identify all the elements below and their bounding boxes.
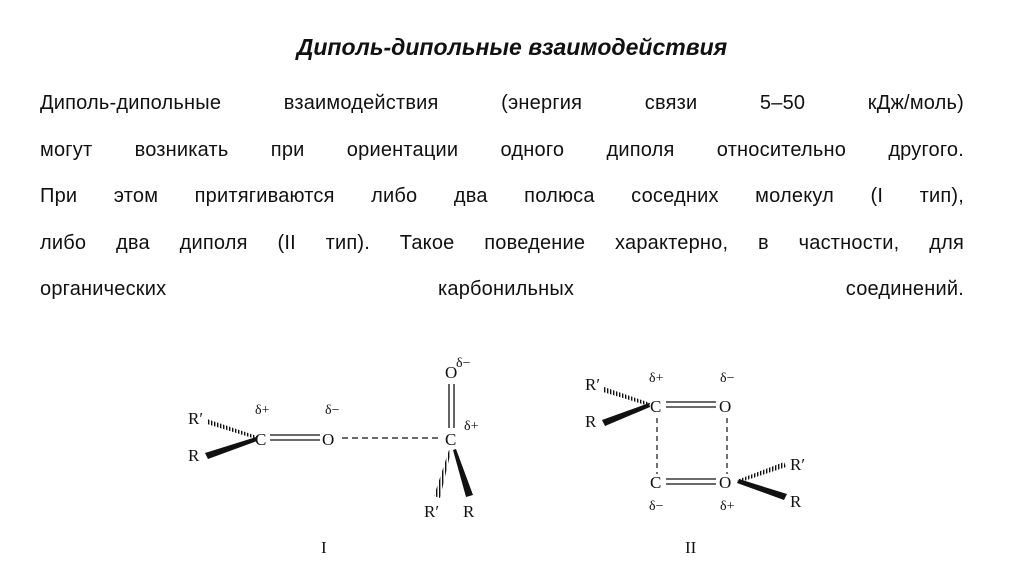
solid-wedge-bond — [205, 437, 257, 459]
partial-charge-label: δ− — [456, 356, 471, 371]
type-II-diagram — [585, 371, 805, 557]
substituent-label: R′ — [585, 375, 601, 394]
substituent-label: R′ — [790, 455, 806, 474]
dipole-diagram-svg — [160, 340, 840, 576]
paragraph-line: органических карбонильных соединений. — [40, 278, 964, 300]
paragraph-line: Диполь-дипольные взаимодействия (энергия связи 5–50 кДж/моль) — [40, 92, 964, 114]
substituent-label: R′ — [424, 502, 440, 521]
solid-wedge-bond — [737, 479, 787, 500]
diagram-caption: I — [321, 538, 327, 557]
partial-charge-label: δ− — [720, 371, 735, 386]
paragraph-line: могут возникать при ориентации одного диполя относительно другого. — [40, 138, 964, 161]
atom-label: C — [650, 473, 662, 492]
atom-label: C — [650, 397, 662, 416]
partial-charge-label: δ+ — [720, 499, 735, 514]
hashed-wedge-bond — [737, 462, 786, 483]
dipole-figure — [160, 340, 840, 576]
solid-wedge-bond — [602, 403, 650, 426]
partial-charge-label: δ− — [325, 403, 340, 418]
substituent-label: R — [790, 492, 802, 511]
body-paragraph — [40, 80, 964, 313]
substituent-label: R — [188, 446, 200, 465]
atom-label: C — [445, 430, 457, 449]
paragraph-line: При этом притягиваются либо два полюса соседних молекул (I тип), — [40, 185, 964, 207]
partial-charge-label: δ+ — [649, 371, 664, 386]
atom-label: O — [322, 430, 335, 449]
hashed-wedge-bond — [603, 387, 650, 406]
atom-label: O — [445, 363, 458, 382]
solid-wedge-bond — [453, 449, 473, 497]
partial-charge-label: δ+ — [464, 419, 479, 434]
type-I-diagram — [188, 356, 479, 557]
hashed-wedge-bond — [207, 419, 257, 439]
substituent-label: R′ — [188, 409, 204, 428]
atom-label: O — [719, 473, 732, 492]
substituent-label: R — [463, 502, 475, 521]
diagram-caption: II — [685, 538, 697, 557]
substituent-label: R — [585, 412, 597, 431]
page-title: Диполь-дипольные взаимодействия — [296, 34, 728, 60]
hashed-wedge-bond — [434, 450, 451, 498]
partial-charge-label: δ+ — [255, 403, 270, 418]
partial-charge-label: δ− — [649, 499, 664, 514]
atom-label: C — [255, 430, 267, 449]
paragraph-line: либо два диполя (II тип). Такое поведение характерно, в частности, для — [40, 231, 964, 254]
atom-label: O — [719, 397, 732, 416]
